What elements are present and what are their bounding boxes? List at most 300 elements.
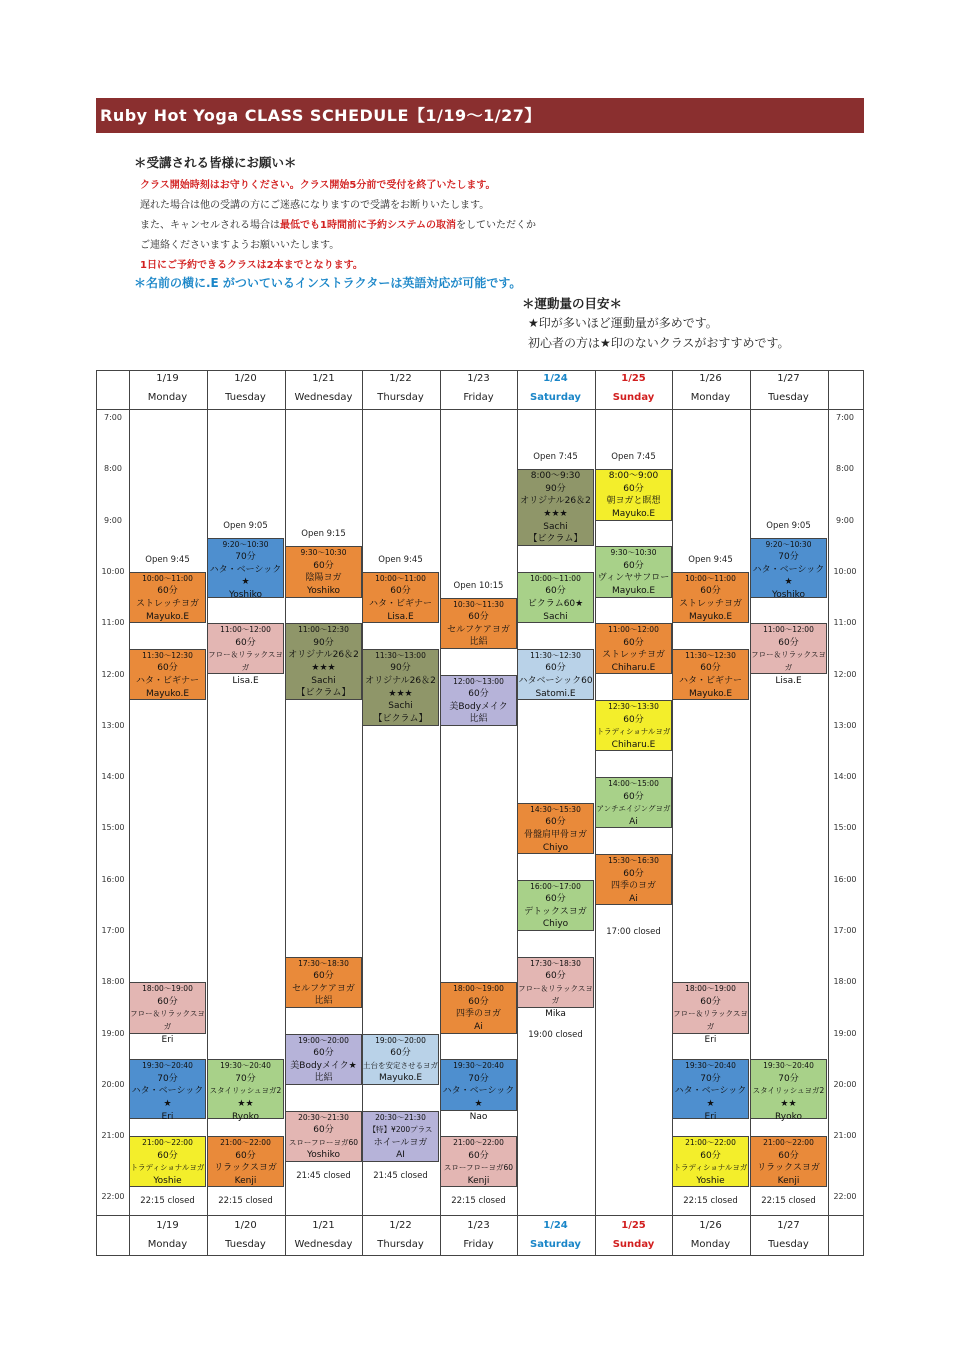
class-block[interactable] bbox=[750, 1136, 827, 1187]
class-line: 19:30～20:40 bbox=[763, 1061, 814, 1071]
day-date: 1/19 bbox=[156, 373, 179, 384]
day-header-6 bbox=[595, 373, 672, 403]
class-line: 11:00～12:00 bbox=[763, 625, 814, 635]
time-label-left: 13:00 bbox=[101, 720, 125, 730]
class-line: 60分 bbox=[545, 663, 566, 674]
class-line: Chiyo bbox=[542, 842, 569, 853]
time-label-left: 19:00 bbox=[101, 1028, 125, 1038]
class-line: 11:30～12:30 bbox=[685, 650, 736, 660]
schedule-title: Ruby Hot Yoga CLASS SCHEDULE【1/19～1/27】 bbox=[96, 98, 864, 133]
class-line: Lisa.E bbox=[775, 675, 802, 686]
class-block[interactable] bbox=[362, 1034, 439, 1085]
class-line: 比絽 bbox=[469, 714, 488, 725]
class-block[interactable] bbox=[285, 546, 362, 597]
class-line: 70分 bbox=[778, 1073, 799, 1084]
class-line: 70分 bbox=[235, 1073, 256, 1084]
day-weekday: Friday bbox=[463, 1239, 494, 1250]
class-block[interactable] bbox=[672, 572, 749, 623]
class-line: オリジナル26＆2 bbox=[288, 650, 359, 661]
class-line: ヴィンヤサフロー bbox=[597, 573, 670, 584]
day-header-0 bbox=[129, 373, 206, 403]
class-block[interactable] bbox=[517, 469, 594, 546]
day-weekday: Monday bbox=[147, 392, 188, 403]
day-date: 1/26 bbox=[699, 373, 722, 384]
schedule-note: Open 9:15 bbox=[301, 529, 346, 540]
class-line: 60分 bbox=[623, 483, 644, 494]
class-line: ★ bbox=[784, 577, 793, 588]
class-line: 60分 bbox=[468, 996, 489, 1007]
class-line: ★ bbox=[474, 1099, 483, 1110]
day-weekday: Monday bbox=[690, 1239, 731, 1250]
class-block[interactable] bbox=[285, 1111, 362, 1162]
class-block[interactable] bbox=[517, 880, 594, 931]
class-block[interactable] bbox=[750, 538, 827, 601]
class-line: リラックスヨガ bbox=[757, 1163, 820, 1174]
class-line: セルフケアヨガ bbox=[292, 983, 355, 994]
class-line: Nao bbox=[469, 1111, 488, 1122]
class-line: 60分 bbox=[778, 637, 799, 648]
class-line: 18:00～19:00 bbox=[453, 984, 504, 994]
class-block[interactable] bbox=[285, 957, 362, 1008]
time-label-left: 15:00 bbox=[101, 823, 125, 833]
schedule-note: 22:15 closed bbox=[451, 1196, 506, 1207]
class-line: Sachi bbox=[543, 521, 568, 532]
time-label-left: 8:00 bbox=[104, 464, 122, 474]
notice-heading: ＊受講される皆様にお願い＊ bbox=[134, 155, 297, 170]
class-line: 60分 bbox=[545, 971, 566, 982]
class-block[interactable] bbox=[129, 572, 206, 623]
schedule-note: 19:00 closed bbox=[528, 1029, 583, 1040]
class-block[interactable] bbox=[595, 700, 672, 751]
time-label-left: 12:00 bbox=[101, 669, 125, 679]
class-line: ★ bbox=[163, 1099, 172, 1110]
class-line: 四季のヨガ bbox=[610, 881, 656, 892]
day-header-4 bbox=[440, 373, 517, 403]
schedule-note: Open 9:45 bbox=[378, 555, 423, 566]
class-block[interactable] bbox=[440, 982, 517, 1033]
exercise-line-1: ★印が多いほど運動量が多めです。 bbox=[528, 316, 718, 330]
class-line: 90分 bbox=[545, 483, 566, 494]
class-line: 60分 bbox=[313, 971, 334, 982]
schedule-note: 22:15 closed bbox=[683, 1196, 738, 1207]
time-label-right: 19:00 bbox=[833, 1028, 857, 1038]
class-line: ストレッチヨガ bbox=[602, 650, 665, 661]
class-line: 12:00～13:00 bbox=[453, 676, 504, 686]
class-line: 11:00～12:00 bbox=[220, 625, 271, 635]
class-block[interactable] bbox=[129, 1136, 206, 1187]
class-line: Sachi bbox=[311, 675, 336, 686]
class-line: Eri bbox=[704, 1034, 717, 1045]
schedule-note: Open 9:45 bbox=[688, 555, 733, 566]
time-label-right: 15:00 bbox=[833, 823, 857, 833]
class-line: 18:00～19:00 bbox=[685, 984, 736, 994]
class-line: 60分 bbox=[468, 612, 489, 623]
class-line: 60分 bbox=[700, 996, 721, 1007]
day-weekday: Saturday bbox=[530, 392, 581, 403]
class-block[interactable] bbox=[517, 957, 594, 1020]
class-line: 比絽 bbox=[314, 996, 333, 1007]
schedule-note: 21:45 closed bbox=[373, 1170, 428, 1181]
notice-english: ＊名前の横に.E がついているインストラクターは英語対応が可能です。 bbox=[134, 276, 522, 290]
class-block[interactable] bbox=[595, 854, 672, 905]
class-line: 60分 bbox=[468, 1150, 489, 1161]
class-line: 【ビクラム】 bbox=[528, 534, 583, 545]
class-line: Ryoko bbox=[775, 1111, 802, 1122]
class-block[interactable] bbox=[595, 777, 672, 828]
class-line: ★★ bbox=[237, 1099, 254, 1110]
day-date: 1/26 bbox=[699, 1220, 722, 1231]
class-line: ★★★ bbox=[311, 662, 336, 673]
class-line: フロー＆リラックスヨガ bbox=[751, 650, 826, 672]
class-block[interactable] bbox=[440, 598, 517, 649]
class-line: 60分 bbox=[468, 689, 489, 700]
class-line: ハタ・ベーシック bbox=[442, 1086, 515, 1097]
class-line: 10:30～11:30 bbox=[453, 599, 504, 609]
class-line: ★ bbox=[241, 577, 250, 588]
day-date: 1/21 bbox=[312, 1220, 335, 1231]
class-line: 17:30～18:30 bbox=[298, 958, 349, 968]
class-line: 20:30～21:30 bbox=[375, 1112, 426, 1122]
day-date: 1/25 bbox=[621, 373, 646, 384]
time-label-right: 22:00 bbox=[833, 1192, 857, 1201]
class-line: Mayuko.E bbox=[145, 688, 190, 699]
class-line: 土台を安定させるヨガ bbox=[363, 1060, 438, 1070]
day-footer-3 bbox=[362, 1220, 439, 1250]
class-line: Lisa.E bbox=[232, 675, 259, 686]
time-label-left: 18:00 bbox=[101, 977, 125, 987]
class-line: 60分 bbox=[545, 586, 566, 597]
class-block[interactable] bbox=[129, 982, 206, 1045]
class-line: 9:30～10:30 bbox=[300, 548, 347, 558]
class-line: Yoshiko bbox=[228, 590, 263, 601]
class-block[interactable] bbox=[362, 1111, 439, 1162]
day-header-7 bbox=[672, 373, 749, 403]
day-date: 1/23 bbox=[467, 1220, 490, 1231]
class-line: 9:20～10:30 bbox=[765, 539, 812, 549]
time-label-right: 18:00 bbox=[833, 977, 857, 987]
row-divider bbox=[96, 409, 864, 410]
day-weekday: Tuesday bbox=[225, 1239, 266, 1250]
class-line: ★★★ bbox=[388, 688, 413, 699]
class-line: Eri bbox=[161, 1034, 174, 1045]
class-line: ハタ・ベーシック bbox=[752, 564, 825, 575]
schedule-note: 22:15 closed bbox=[140, 1196, 195, 1207]
notice-line-3 bbox=[140, 216, 536, 231]
class-line: 18:00～19:00 bbox=[142, 984, 193, 994]
class-block[interactable] bbox=[362, 649, 439, 726]
class-line: 60分 bbox=[623, 868, 644, 879]
notice-line-5: 1日にご予約できるクラスは2本までとなります。 bbox=[140, 260, 363, 271]
class-line: 19:00～20:00 bbox=[298, 1035, 349, 1045]
class-line: 19:00～20:00 bbox=[375, 1035, 426, 1045]
class-line: 15:30～16:30 bbox=[608, 856, 659, 866]
class-line: 60分 bbox=[157, 663, 178, 674]
day-weekday: Wednesday bbox=[294, 1239, 353, 1250]
day-footer-4 bbox=[440, 1220, 517, 1250]
time-label-left: 21:00 bbox=[101, 1131, 125, 1141]
day-date: 1/22 bbox=[389, 373, 412, 384]
exercise-line-2: 初心者の方は★印のないクラスがおすすめです。 bbox=[528, 336, 790, 350]
class-line: 11:00～12:00 bbox=[608, 625, 659, 635]
notice-line-3c: をしていただくか bbox=[455, 220, 536, 231]
class-line: 60分 bbox=[623, 637, 644, 648]
class-line: 17:30～18:30 bbox=[530, 958, 581, 968]
class-line: 90分 bbox=[313, 637, 334, 648]
class-line: ハタ・ビギナー bbox=[368, 599, 432, 610]
class-line: 21:00～22:00 bbox=[220, 1138, 271, 1148]
class-block[interactable] bbox=[595, 469, 672, 520]
time-label-right: 20:00 bbox=[833, 1079, 857, 1089]
class-line: 60分 bbox=[313, 560, 334, 571]
class-line: 19:30～20:40 bbox=[453, 1061, 504, 1071]
class-line: 60分 bbox=[157, 586, 178, 597]
class-block[interactable] bbox=[750, 623, 827, 686]
class-line: 60分 bbox=[700, 663, 721, 674]
class-line: 美Bodyメイク★ bbox=[290, 1060, 357, 1071]
day-weekday: Monday bbox=[147, 1239, 188, 1250]
class-line: 60分 bbox=[313, 1125, 334, 1136]
notice-line-3b: 最低でも1時間前に予約システムの取消 bbox=[280, 220, 456, 231]
day-footer-5 bbox=[517, 1220, 594, 1250]
day-date: 1/24 bbox=[543, 373, 568, 384]
class-line: ★★ bbox=[780, 1099, 797, 1110]
class-block[interactable] bbox=[517, 572, 594, 623]
class-line: ハタ・ベーシック bbox=[674, 1086, 747, 1097]
class-line: 90分 bbox=[390, 663, 411, 674]
class-line: フロー＆リラックスヨガ bbox=[208, 650, 283, 672]
class-block[interactable] bbox=[595, 546, 672, 597]
class-line: 60分 bbox=[700, 586, 721, 597]
class-line: 骨盤肩甲骨ヨガ bbox=[523, 829, 587, 840]
class-line: Mayuko.E bbox=[611, 586, 656, 597]
time-label-left: 22:00 bbox=[101, 1192, 125, 1201]
class-line: 60分 bbox=[778, 1150, 799, 1161]
schedule-note: Open 9:05 bbox=[223, 520, 268, 531]
row-divider bbox=[96, 1215, 864, 1216]
class-line: 70分 bbox=[468, 1073, 489, 1084]
class-line: Yoshiko bbox=[306, 1150, 341, 1161]
class-line: フロー＆リラックスヨガ bbox=[130, 1009, 205, 1032]
class-line: Yoshie bbox=[153, 1175, 182, 1186]
class-line: 20:30～21:30 bbox=[298, 1112, 349, 1122]
class-line: 21:00～22:00 bbox=[763, 1138, 814, 1148]
class-block[interactable] bbox=[285, 623, 362, 700]
class-line: Mayuko.E bbox=[378, 1073, 423, 1084]
class-block[interactable] bbox=[129, 1059, 206, 1122]
schedule-note: 22:15 closed bbox=[761, 1196, 816, 1207]
time-label-right: 13:00 bbox=[833, 720, 857, 730]
time-label-left: 9:00 bbox=[104, 515, 122, 525]
class-line: 12:30～13:30 bbox=[608, 702, 659, 712]
exercise-heading: ＊運動量の目安＊ bbox=[522, 296, 623, 311]
notice-line-2: 遅れた場合は他の受講の方にご迷惑になりますので受講をお断りいたします。 bbox=[140, 200, 490, 211]
class-line: 四季のヨガ bbox=[455, 1009, 501, 1020]
class-block[interactable] bbox=[440, 1059, 517, 1122]
class-line: アンチエイジングヨガ bbox=[596, 804, 671, 814]
class-line: ★ bbox=[706, 1099, 715, 1110]
time-label-right: 17:00 bbox=[833, 926, 857, 935]
class-line: トラディショナルヨガ bbox=[673, 1163, 748, 1173]
class-line: 21:00～22:00 bbox=[453, 1138, 504, 1148]
class-line: 60分 bbox=[313, 1048, 334, 1059]
class-line: 14:30～15:30 bbox=[530, 804, 581, 814]
time-label-left: 7:00 bbox=[104, 413, 122, 422]
schedule-note: Open 10:15 bbox=[453, 580, 504, 591]
class-line: 比絽 bbox=[314, 1073, 333, 1084]
class-line: 11:30～13:00 bbox=[375, 650, 426, 660]
time-label-left: 10:00 bbox=[101, 566, 125, 576]
day-weekday: Saturday bbox=[530, 1239, 581, 1250]
class-line: Mika bbox=[545, 1009, 566, 1020]
class-line: スローフローヨガ60 bbox=[288, 1137, 359, 1147]
day-date: 1/25 bbox=[621, 1220, 646, 1231]
schedule-note: Open 9:05 bbox=[766, 520, 811, 531]
class-line: 60分 bbox=[545, 817, 566, 828]
notice-line-3a: また、キャンセルされる場合は bbox=[140, 220, 280, 231]
class-line: Chiyo bbox=[542, 919, 569, 930]
class-line: Yoshiko bbox=[771, 590, 806, 601]
class-line: Ryoko bbox=[232, 1111, 259, 1122]
class-block[interactable] bbox=[750, 1059, 827, 1122]
day-weekday: Thursday bbox=[377, 1239, 424, 1250]
day-header-1 bbox=[207, 373, 284, 403]
day-footer-1 bbox=[207, 1220, 284, 1250]
class-block[interactable] bbox=[207, 1059, 284, 1122]
class-line: 陰陽ヨガ bbox=[305, 573, 342, 584]
day-weekday: Sunday bbox=[612, 1239, 655, 1250]
class-line: Yoshie bbox=[696, 1175, 725, 1186]
day-header-2 bbox=[285, 373, 362, 403]
class-line: 11:00～12:30 bbox=[298, 625, 349, 635]
class-line: 60分 bbox=[623, 791, 644, 802]
class-block[interactable] bbox=[672, 649, 749, 700]
schedule-note: 21:45 closed bbox=[296, 1170, 351, 1181]
class-line: 8:00～9:00 bbox=[608, 471, 659, 482]
class-line: ハタ・ベーシック bbox=[131, 1086, 204, 1097]
class-line: 60分 bbox=[157, 996, 178, 1007]
schedule-note: Open 7:45 bbox=[533, 452, 578, 463]
class-line: 10:00～11:00 bbox=[142, 573, 193, 583]
day-footer-7 bbox=[672, 1220, 749, 1250]
class-line: ハタ・ベーシック bbox=[209, 564, 282, 575]
class-line: 70分 bbox=[778, 552, 799, 563]
class-block[interactable] bbox=[440, 675, 517, 726]
class-line: デトックスヨガ bbox=[524, 906, 587, 917]
class-block[interactable] bbox=[517, 649, 594, 700]
time-label-right: 8:00 bbox=[836, 464, 854, 474]
class-line: ストレッチヨガ bbox=[136, 599, 199, 610]
time-label-right: 10:00 bbox=[833, 566, 857, 576]
day-weekday: Wednesday bbox=[294, 392, 353, 403]
class-line: 21:00～22:00 bbox=[685, 1138, 736, 1148]
day-weekday: Monday bbox=[690, 392, 731, 403]
class-line: 朝ヨガと瞑想 bbox=[606, 496, 661, 507]
day-header-8 bbox=[750, 373, 827, 403]
class-block[interactable] bbox=[285, 1034, 362, 1085]
class-block[interactable] bbox=[672, 1136, 749, 1187]
time-label-right: 11:00 bbox=[833, 618, 857, 628]
day-date: 1/27 bbox=[777, 1220, 800, 1231]
class-line: Kenji bbox=[777, 1175, 800, 1186]
class-line: Eri bbox=[161, 1111, 174, 1122]
class-line: フロー＆リラックスヨガ bbox=[518, 983, 593, 1006]
day-weekday: Tuesday bbox=[225, 392, 266, 403]
class-block[interactable] bbox=[595, 623, 672, 674]
class-line: 【ビクラム】 bbox=[373, 713, 428, 724]
class-line: ストレッチヨガ bbox=[679, 599, 742, 610]
class-block[interactable] bbox=[517, 803, 594, 854]
class-line: トラディショナルヨガ bbox=[130, 1163, 205, 1173]
class-block[interactable] bbox=[362, 572, 439, 623]
class-line: Kenji bbox=[234, 1175, 257, 1186]
schedule-note: 22:15 closed bbox=[218, 1196, 273, 1207]
class-line: 60分 bbox=[390, 586, 411, 597]
class-line: Ai bbox=[629, 816, 638, 827]
day-date: 1/23 bbox=[467, 373, 490, 384]
class-line: 70分 bbox=[235, 552, 256, 563]
class-block[interactable] bbox=[207, 1136, 284, 1187]
class-block[interactable] bbox=[672, 1059, 749, 1122]
class-block[interactable] bbox=[440, 1136, 517, 1187]
class-block[interactable] bbox=[129, 649, 206, 700]
class-line: Mayuko.E bbox=[688, 611, 733, 622]
day-weekday: Thursday bbox=[377, 392, 424, 403]
class-line: Mayuko.E bbox=[688, 688, 733, 699]
class-line: 60分 bbox=[700, 1150, 721, 1161]
class-line: ハタベーシック60 bbox=[518, 676, 593, 687]
day-date: 1/20 bbox=[234, 373, 257, 384]
time-label-right: 9:00 bbox=[836, 515, 854, 525]
class-line: 10:00～11:00 bbox=[685, 573, 736, 583]
class-line: 60分 bbox=[157, 1150, 178, 1161]
day-date: 1/20 bbox=[234, 1220, 257, 1231]
class-line: トラディショナルヨガ bbox=[596, 727, 671, 737]
day-weekday: Sunday bbox=[612, 392, 655, 403]
class-line: 14:00～15:00 bbox=[608, 779, 659, 789]
class-line: 70分 bbox=[157, 1073, 178, 1084]
class-line: 19:30～20:40 bbox=[142, 1061, 193, 1071]
day-footer-2 bbox=[285, 1220, 362, 1250]
class-line: 60分 bbox=[623, 714, 644, 725]
class-line: ハタ・ビギナー bbox=[135, 676, 199, 687]
class-block[interactable] bbox=[672, 982, 749, 1045]
notice-line-1: クラス開始時刻はお守りください。クラス開始5分前で受付を終了いたします。 bbox=[140, 180, 496, 191]
class-line: Kenji bbox=[467, 1175, 490, 1186]
class-line: 11:30～12:30 bbox=[142, 650, 193, 660]
class-line: Satomi.E bbox=[535, 688, 576, 699]
class-block[interactable] bbox=[207, 623, 284, 686]
day-weekday: Friday bbox=[463, 392, 494, 403]
schedule-note: Open 9:45 bbox=[145, 555, 190, 566]
class-line: Mayuko.E bbox=[145, 611, 190, 622]
class-block[interactable] bbox=[207, 538, 284, 601]
class-line: 60分 bbox=[545, 894, 566, 905]
class-line: スタイリッシュヨガ2 bbox=[209, 1086, 282, 1096]
time-label-left: 20:00 bbox=[101, 1079, 125, 1089]
class-line: Sachi bbox=[543, 611, 568, 622]
class-line: 9:20～10:30 bbox=[222, 539, 269, 549]
class-line: 8:00～9:30 bbox=[530, 471, 581, 482]
class-line: セルフケアヨガ bbox=[447, 624, 510, 635]
class-line: 10:00～11:00 bbox=[375, 573, 426, 583]
time-label-left: 17:00 bbox=[101, 926, 125, 935]
class-line: オリジナル26＆2 bbox=[365, 676, 436, 687]
class-line: Eri bbox=[704, 1111, 717, 1122]
day-date: 1/24 bbox=[543, 1220, 568, 1231]
class-line: Chiharu.E bbox=[611, 662, 656, 673]
time-label-right: 14:00 bbox=[833, 772, 857, 782]
class-line: Lisa.E bbox=[387, 611, 414, 622]
